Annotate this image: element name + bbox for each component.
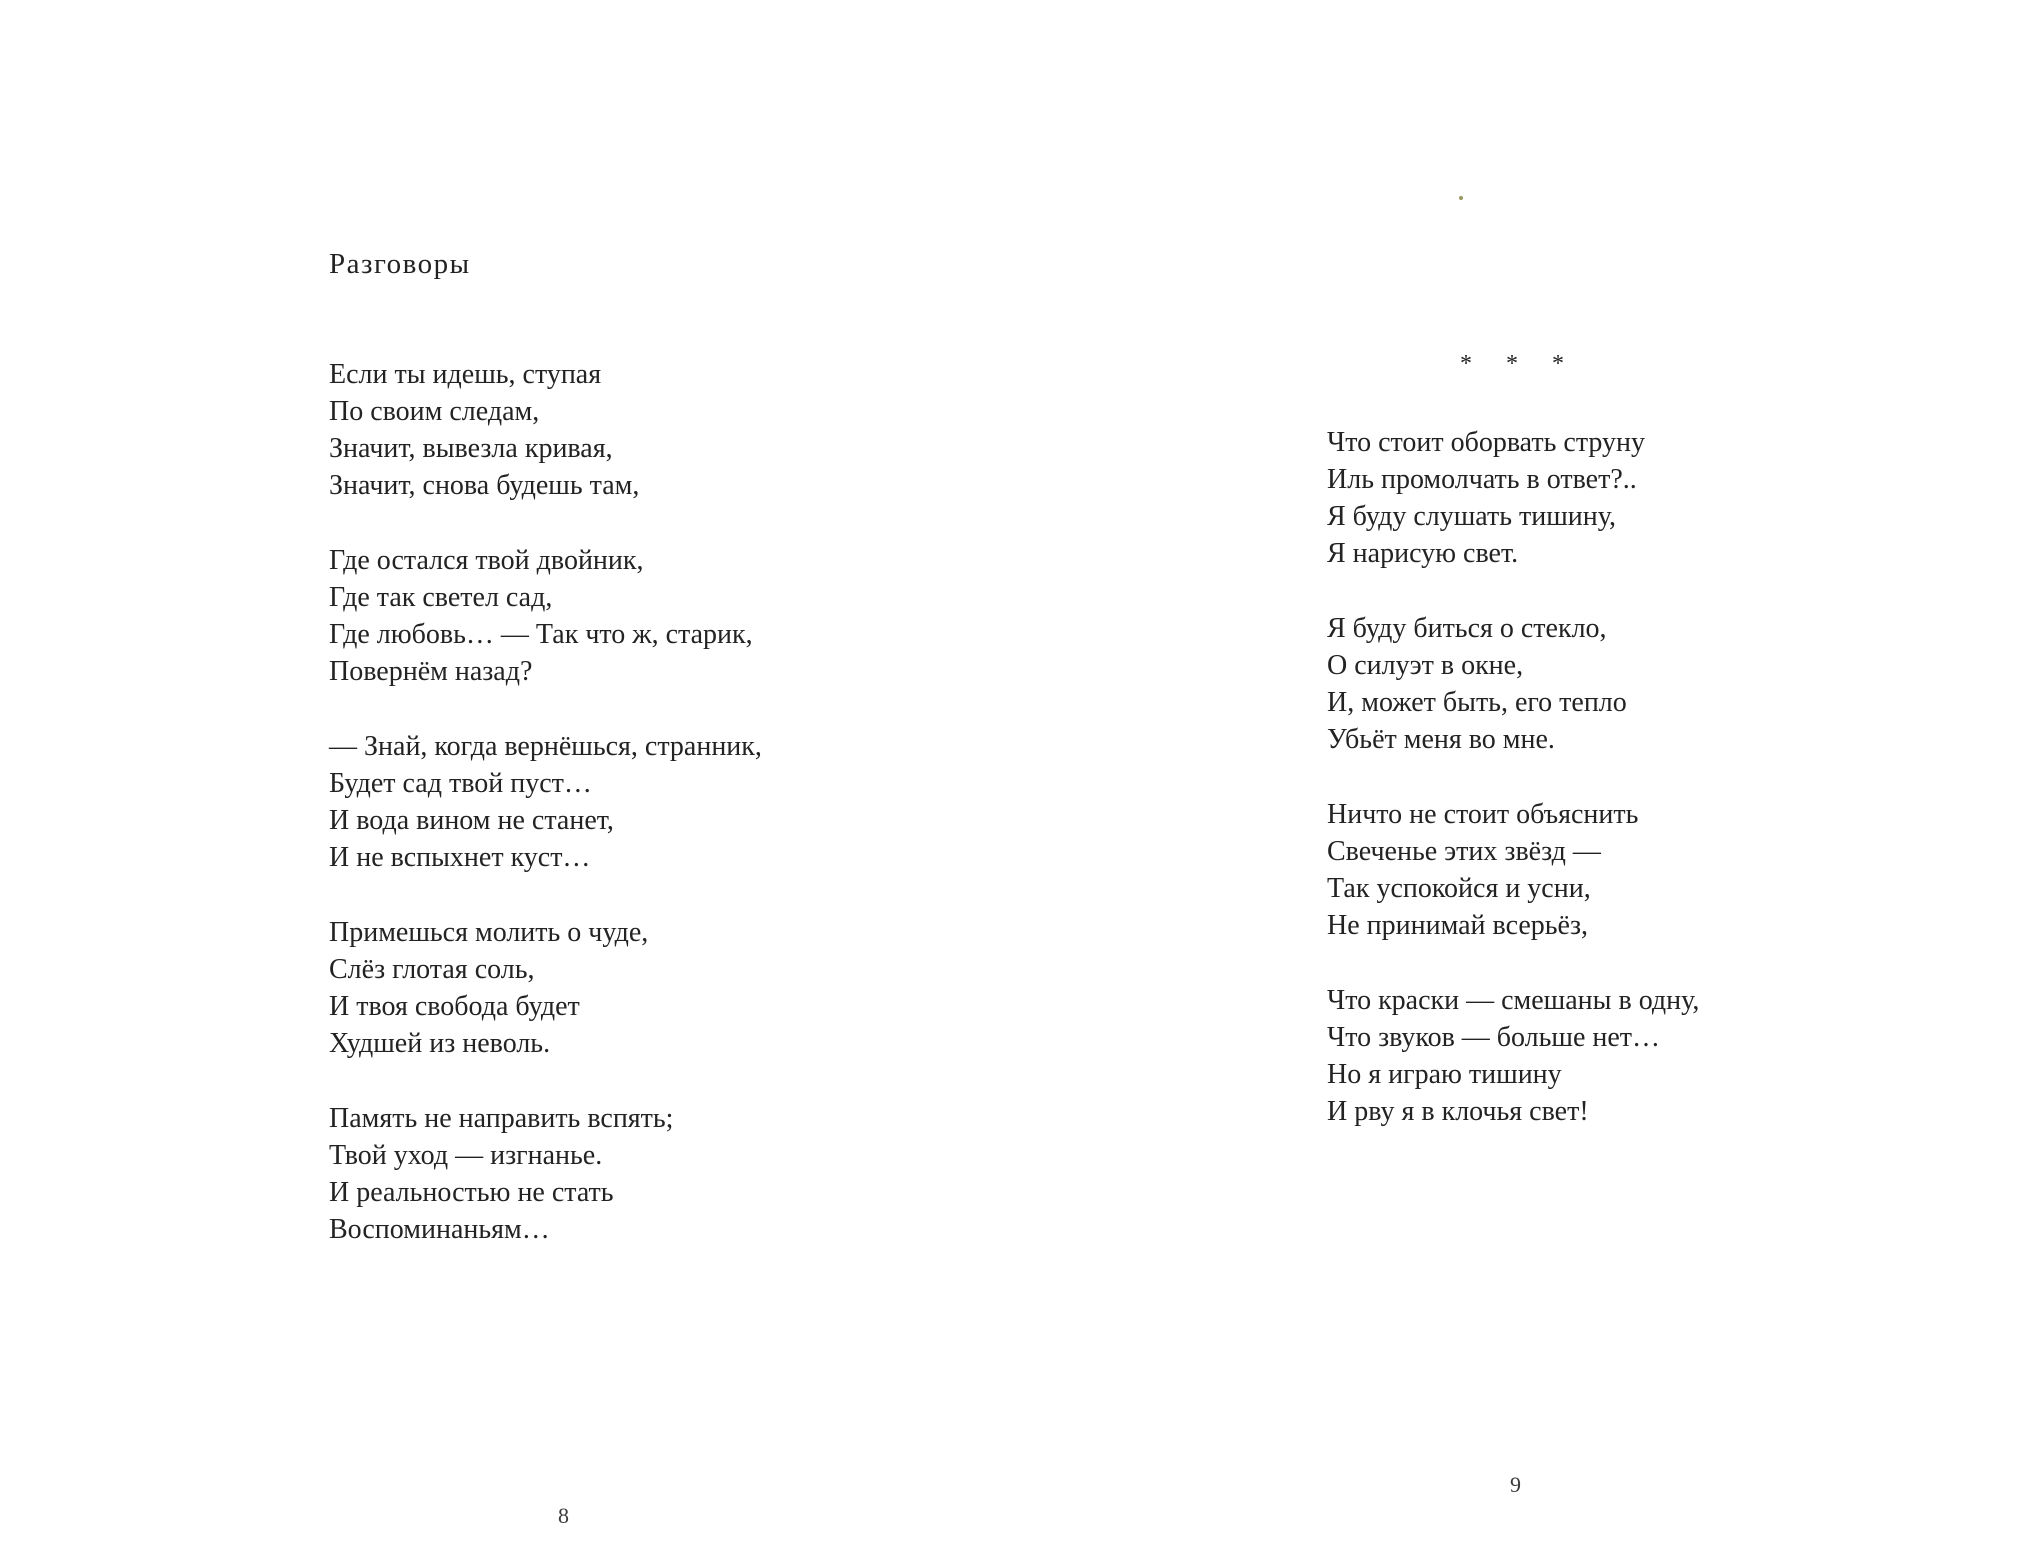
poem-line: Слёз глотая соль, [329, 954, 535, 985]
poem-line: Значит, снова будешь там, [329, 470, 640, 501]
poem-line: Ничто не стоит объяснить [1327, 799, 1639, 830]
poem-line: Где остался твой двойник, [329, 545, 644, 576]
asterism-ornament: * * * [1460, 351, 1578, 377]
poem-line: Примешься молить о чуде, [329, 917, 649, 948]
stanza-4 [329, 914, 762, 1062]
poem-line: Где любовь… — Так что ж, старик, [329, 619, 753, 650]
poem-line: Я буду слушать тишину, [1327, 501, 1616, 532]
stanza-2 [329, 542, 762, 690]
poem-line: Значит, вывезла кривая, [329, 433, 613, 464]
poem-line: Я буду биться о стекло, [1327, 613, 1607, 644]
poem-line: Не принимай всерьёз, [1327, 910, 1589, 941]
poem-line: Память не направить вспять; [329, 1103, 674, 1134]
stanza-2 [1327, 610, 1699, 758]
poem-line: И рву я в клочья свет! [1327, 1096, 1589, 1127]
print-speck [1459, 196, 1463, 200]
poem-line: Воспоминаньям… [329, 1214, 550, 1245]
poem-line: Худшей из неволь. [329, 1028, 551, 1059]
poem-line: И, может быть, его тепло [1327, 687, 1627, 718]
stanza-5 [329, 1100, 762, 1248]
poem-line: По своим следам, [329, 396, 540, 427]
poem-line: Где так светел сад, [329, 582, 553, 613]
poem-line: Твой уход — изгнанье. [329, 1140, 603, 1171]
page-number: 8 [558, 1503, 569, 1528]
poem-line: Что звуков — больше нет… [1327, 1022, 1661, 1053]
poem-line: И твоя свобода будет [329, 991, 580, 1022]
page-number: 9 [1510, 1472, 1521, 1497]
right-page [1018, 0, 2036, 1543]
poem-line: Что стоит оборвать струну [1327, 427, 1646, 458]
poem-line: Так успокойся и усни, [1327, 873, 1591, 904]
poem-body-right [1327, 424, 1699, 1168]
poem-line: Убьёт меня во мне. [1327, 724, 1555, 755]
stanza-3 [329, 728, 762, 876]
stanza-3 [1327, 796, 1699, 944]
poem-line: И реальностью не стать [329, 1177, 614, 1208]
stanza-1 [1327, 424, 1699, 572]
stanza-1 [329, 356, 762, 504]
poem-line: Если ты идешь, ступая [329, 359, 602, 390]
poem-line: Повернём назад? [329, 656, 533, 687]
poem-line: Но я играю тишину [1327, 1059, 1562, 1090]
poem-line: Свеченье этих звёзд — [1327, 836, 1601, 867]
poem-line: И вода вином не станет, [329, 805, 614, 836]
poem-line: Будет сад твой пуст… [329, 768, 592, 799]
poem-line: — Знай, когда вернёшься, странник, [329, 731, 762, 762]
poem-title: Разговоры [329, 248, 471, 280]
poem-line: Что краски — смешаны в одну, [1327, 985, 1700, 1016]
poem-line: Я нарисую свет. [1327, 538, 1519, 569]
poem-line: И не вспыхнет куст… [329, 842, 591, 873]
poem-line: О силуэт в окне, [1327, 650, 1524, 681]
stanza-4 [1327, 982, 1699, 1130]
poem-body-left [329, 356, 762, 1286]
poem-line: Иль промолчать в ответ?.. [1327, 464, 1637, 495]
